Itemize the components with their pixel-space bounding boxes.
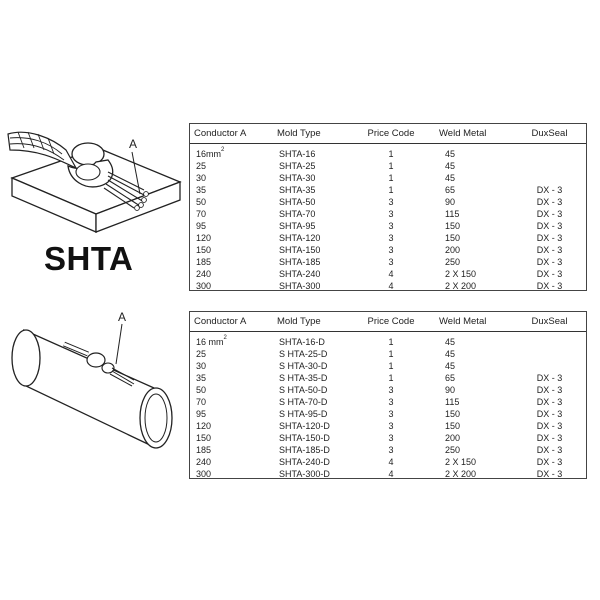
col-conductor: Conductor A bbox=[194, 316, 247, 327]
cell-conductor: 185 bbox=[196, 257, 212, 267]
cell-price-code: 3 bbox=[388, 385, 394, 395]
cell-price-code: 1 bbox=[388, 337, 394, 347]
cell-conductor: 30 bbox=[196, 361, 207, 371]
cell-duxseal: DX - 3 bbox=[536, 185, 563, 195]
cell-weld-metal: 150 bbox=[445, 221, 461, 231]
cell-conductor: 16 $mm^2$ bbox=[196, 335, 227, 347]
cell-price-code: 3 bbox=[388, 197, 394, 207]
table-row bbox=[190, 160, 586, 172]
cell-duxseal: DX - 3 bbox=[536, 281, 563, 291]
unit-superscript: 2 bbox=[221, 147, 225, 153]
col-weld-metal: Weld Metal bbox=[439, 128, 487, 139]
table-row bbox=[190, 336, 586, 348]
cell-duxseal: DX - 3 bbox=[536, 409, 563, 419]
col-duxseal: DuxSeal bbox=[531, 316, 568, 327]
cell-mold-type: SHTA-95 bbox=[279, 221, 316, 231]
cell-price-code: 3 bbox=[388, 421, 394, 431]
table-row bbox=[190, 184, 586, 196]
cell-duxseal: DX - 3 bbox=[536, 233, 563, 243]
cell-mold-type: SHTA-300-D bbox=[279, 469, 330, 479]
cell-weld-metal: 45 bbox=[445, 173, 456, 183]
table-header bbox=[190, 124, 586, 144]
col-conductor: Conductor A bbox=[194, 128, 247, 139]
table-row bbox=[190, 348, 586, 360]
cell-weld-metal: 2 X 200 bbox=[445, 281, 477, 291]
product-title: SHTA bbox=[44, 240, 134, 277]
cell-price-code: 3 bbox=[388, 233, 394, 243]
cell-price-code: 4 bbox=[388, 469, 394, 479]
cell-conductor: 35 bbox=[196, 373, 207, 383]
cell-weld-metal: 150 bbox=[445, 233, 461, 243]
cell-duxseal: DX - 3 bbox=[536, 457, 563, 467]
table-row bbox=[190, 360, 586, 372]
cell-duxseal: DX - 3 bbox=[536, 397, 563, 407]
cell-duxseal: DX - 3 bbox=[536, 197, 563, 207]
col-duxseal: DuxSeal bbox=[531, 128, 568, 139]
cell-mold-type: S HTA-70-D bbox=[279, 397, 328, 407]
unit-superscript: 2 bbox=[223, 335, 227, 341]
cell-price-code: 3 bbox=[388, 433, 394, 443]
cell-conductor: 70 bbox=[196, 209, 207, 219]
table-row bbox=[190, 256, 586, 268]
cell-weld-metal: 2 X 150 bbox=[445, 269, 477, 279]
cell-conductor: 120 bbox=[196, 421, 212, 431]
cell-price-code: 4 bbox=[388, 281, 394, 291]
cell-price-code: 3 bbox=[388, 245, 394, 255]
cell-weld-metal: 250 bbox=[445, 257, 461, 267]
cell-weld-metal: 2 X 150 bbox=[445, 457, 477, 467]
table-row bbox=[190, 280, 586, 292]
table-row bbox=[190, 148, 586, 160]
table-row bbox=[190, 172, 586, 184]
cell-weld-metal: 2 X 200 bbox=[445, 469, 477, 479]
cell-duxseal: DX - 3 bbox=[536, 385, 563, 395]
pipe-weld-drawing bbox=[4, 308, 189, 458]
cell-conductor: 240 bbox=[196, 457, 212, 467]
illustration-flat-surface bbox=[4, 110, 189, 240]
cell-weld-metal: 45 bbox=[445, 361, 456, 371]
table-row bbox=[190, 220, 586, 232]
cell-conductor: 50 bbox=[196, 385, 207, 395]
cell-mold-type: SHTA-240 bbox=[279, 269, 321, 279]
cell-mold-type: S HTA-50-D bbox=[279, 385, 328, 395]
col-weld-metal: Weld Metal bbox=[439, 316, 487, 327]
cell-mold-type: S HTA-25-D bbox=[279, 349, 328, 359]
spec-table-top bbox=[189, 123, 587, 291]
cell-weld-metal: 65 bbox=[445, 185, 456, 195]
cell-conductor: 300 bbox=[196, 469, 212, 479]
cell-mold-type: S HTA-35-D bbox=[279, 373, 328, 383]
table-row bbox=[190, 420, 586, 432]
flat-plate-weld-drawing bbox=[4, 110, 189, 240]
cell-mold-type: SHTA-35 bbox=[279, 185, 316, 195]
cell-conductor: 240 bbox=[196, 269, 212, 279]
table-row bbox=[190, 232, 586, 244]
cell-mold-type: SHTA-16-D bbox=[279, 337, 325, 347]
cell-price-code: 1 bbox=[388, 149, 394, 159]
table-row bbox=[190, 208, 586, 220]
cell-weld-metal: 250 bbox=[445, 445, 461, 455]
cell-conductor: 25 bbox=[196, 161, 207, 171]
cell-conductor: 95 bbox=[196, 221, 207, 231]
cell-conductor: 35 bbox=[196, 185, 207, 195]
cell-price-code: 3 bbox=[388, 209, 394, 219]
cell-mold-type: SHTA-185 bbox=[279, 257, 321, 267]
cell-mold-type: SHTA-150 bbox=[279, 245, 321, 255]
cell-price-code: 1 bbox=[388, 173, 394, 183]
cell-price-code: 3 bbox=[388, 409, 394, 419]
cell-price-code: 1 bbox=[388, 185, 394, 195]
callout-a-top: A bbox=[129, 137, 138, 151]
table-row bbox=[190, 372, 586, 384]
cell-conductor: 150 bbox=[196, 433, 212, 443]
cell-conductor: $16mm^2$ bbox=[196, 147, 225, 159]
table-row bbox=[190, 432, 586, 444]
cell-conductor: 50 bbox=[196, 197, 207, 207]
cell-weld-metal: 115 bbox=[445, 209, 460, 219]
table-body bbox=[190, 144, 586, 292]
cell-mold-type: SHTA-50 bbox=[279, 197, 316, 207]
cell-price-code: 4 bbox=[388, 457, 394, 467]
cell-weld-metal: 150 bbox=[445, 421, 461, 431]
cell-duxseal: DX - 3 bbox=[536, 245, 563, 255]
cell-mold-type: SHTA-185-D bbox=[279, 445, 330, 455]
cell-weld-metal: 65 bbox=[445, 373, 456, 383]
table-row bbox=[190, 384, 586, 396]
cell-mold-type: SHTA-240-D bbox=[279, 457, 330, 467]
cell-price-code: 1 bbox=[388, 349, 394, 359]
cell-duxseal: DX - 3 bbox=[536, 221, 563, 231]
cell-price-code: 1 bbox=[388, 161, 394, 171]
col-mold-type: Mold Type bbox=[277, 316, 321, 327]
table-header bbox=[190, 312, 586, 332]
cell-weld-metal: 200 bbox=[445, 433, 461, 443]
cell-mold-type: S HTA-95-D bbox=[279, 409, 328, 419]
cell-price-code: 3 bbox=[388, 257, 394, 267]
table-row bbox=[190, 444, 586, 456]
cell-conductor: 30 bbox=[196, 173, 207, 183]
cell-weld-metal: 90 bbox=[445, 385, 456, 395]
cell-weld-metal: 150 bbox=[445, 409, 461, 419]
cell-conductor: 95 bbox=[196, 409, 207, 419]
cell-weld-metal: 115 bbox=[445, 397, 460, 407]
cell-duxseal: DX - 3 bbox=[536, 469, 563, 479]
cell-conductor: 300 bbox=[196, 281, 212, 291]
table-row bbox=[190, 396, 586, 408]
cell-duxseal: DX - 3 bbox=[536, 433, 563, 443]
cell-price-code: 3 bbox=[388, 445, 394, 455]
cell-conductor: 70 bbox=[196, 397, 207, 407]
cell-conductor: 120 bbox=[196, 233, 212, 243]
cell-price-code: 1 bbox=[388, 361, 394, 371]
cell-conductor: 25 bbox=[196, 349, 207, 359]
table-row bbox=[190, 468, 586, 480]
cell-price-code: 4 bbox=[388, 269, 394, 279]
cell-duxseal: DX - 3 bbox=[536, 209, 563, 219]
cell-weld-metal: 45 bbox=[445, 161, 456, 171]
col-price-code: Price Code bbox=[367, 128, 415, 139]
table-body bbox=[190, 332, 586, 480]
table-row bbox=[190, 408, 586, 420]
cell-weld-metal: 200 bbox=[445, 245, 461, 255]
cell-price-code: 1 bbox=[388, 373, 394, 383]
cell-mold-type: SHTA-120-D bbox=[279, 421, 330, 431]
col-price-code: Price Code bbox=[367, 316, 415, 327]
cell-weld-metal: 45 bbox=[445, 149, 456, 159]
cell-mold-type: S HTA-30-D bbox=[279, 361, 328, 371]
cell-duxseal: DX - 3 bbox=[536, 421, 563, 431]
cell-duxseal: DX - 3 bbox=[536, 445, 563, 455]
cell-conductor: 185 bbox=[196, 445, 212, 455]
cell-mold-type: SHTA-25 bbox=[279, 161, 316, 171]
cell-weld-metal: 45 bbox=[445, 337, 456, 347]
cell-price-code: 3 bbox=[388, 221, 394, 231]
cell-mold-type: SHTA-16 bbox=[279, 149, 316, 159]
col-mold-type: Mold Type bbox=[277, 128, 321, 139]
cell-duxseal: DX - 3 bbox=[536, 269, 563, 279]
table-row bbox=[190, 456, 586, 468]
cell-duxseal: DX - 3 bbox=[536, 373, 563, 383]
callout-a-bottom: A bbox=[118, 310, 127, 324]
cell-mold-type: SHTA-150-D bbox=[279, 433, 330, 443]
cell-duxseal: DX - 3 bbox=[536, 257, 563, 267]
cell-mold-type: SHTA-70 bbox=[279, 209, 316, 219]
spec-table-bottom bbox=[189, 311, 587, 479]
cell-mold-type: SHTA-30 bbox=[279, 173, 316, 183]
cell-mold-type: SHTA-120 bbox=[279, 233, 321, 243]
cell-weld-metal: 90 bbox=[445, 197, 456, 207]
illustration-pipe bbox=[4, 308, 189, 458]
cell-mold-type: SHTA-300 bbox=[279, 281, 321, 291]
cell-price-code: 3 bbox=[388, 397, 394, 407]
cell-weld-metal: 45 bbox=[445, 349, 456, 359]
table-row bbox=[190, 196, 586, 208]
table-row bbox=[190, 244, 586, 256]
table-row bbox=[190, 268, 586, 280]
cell-conductor: 150 bbox=[196, 245, 212, 255]
